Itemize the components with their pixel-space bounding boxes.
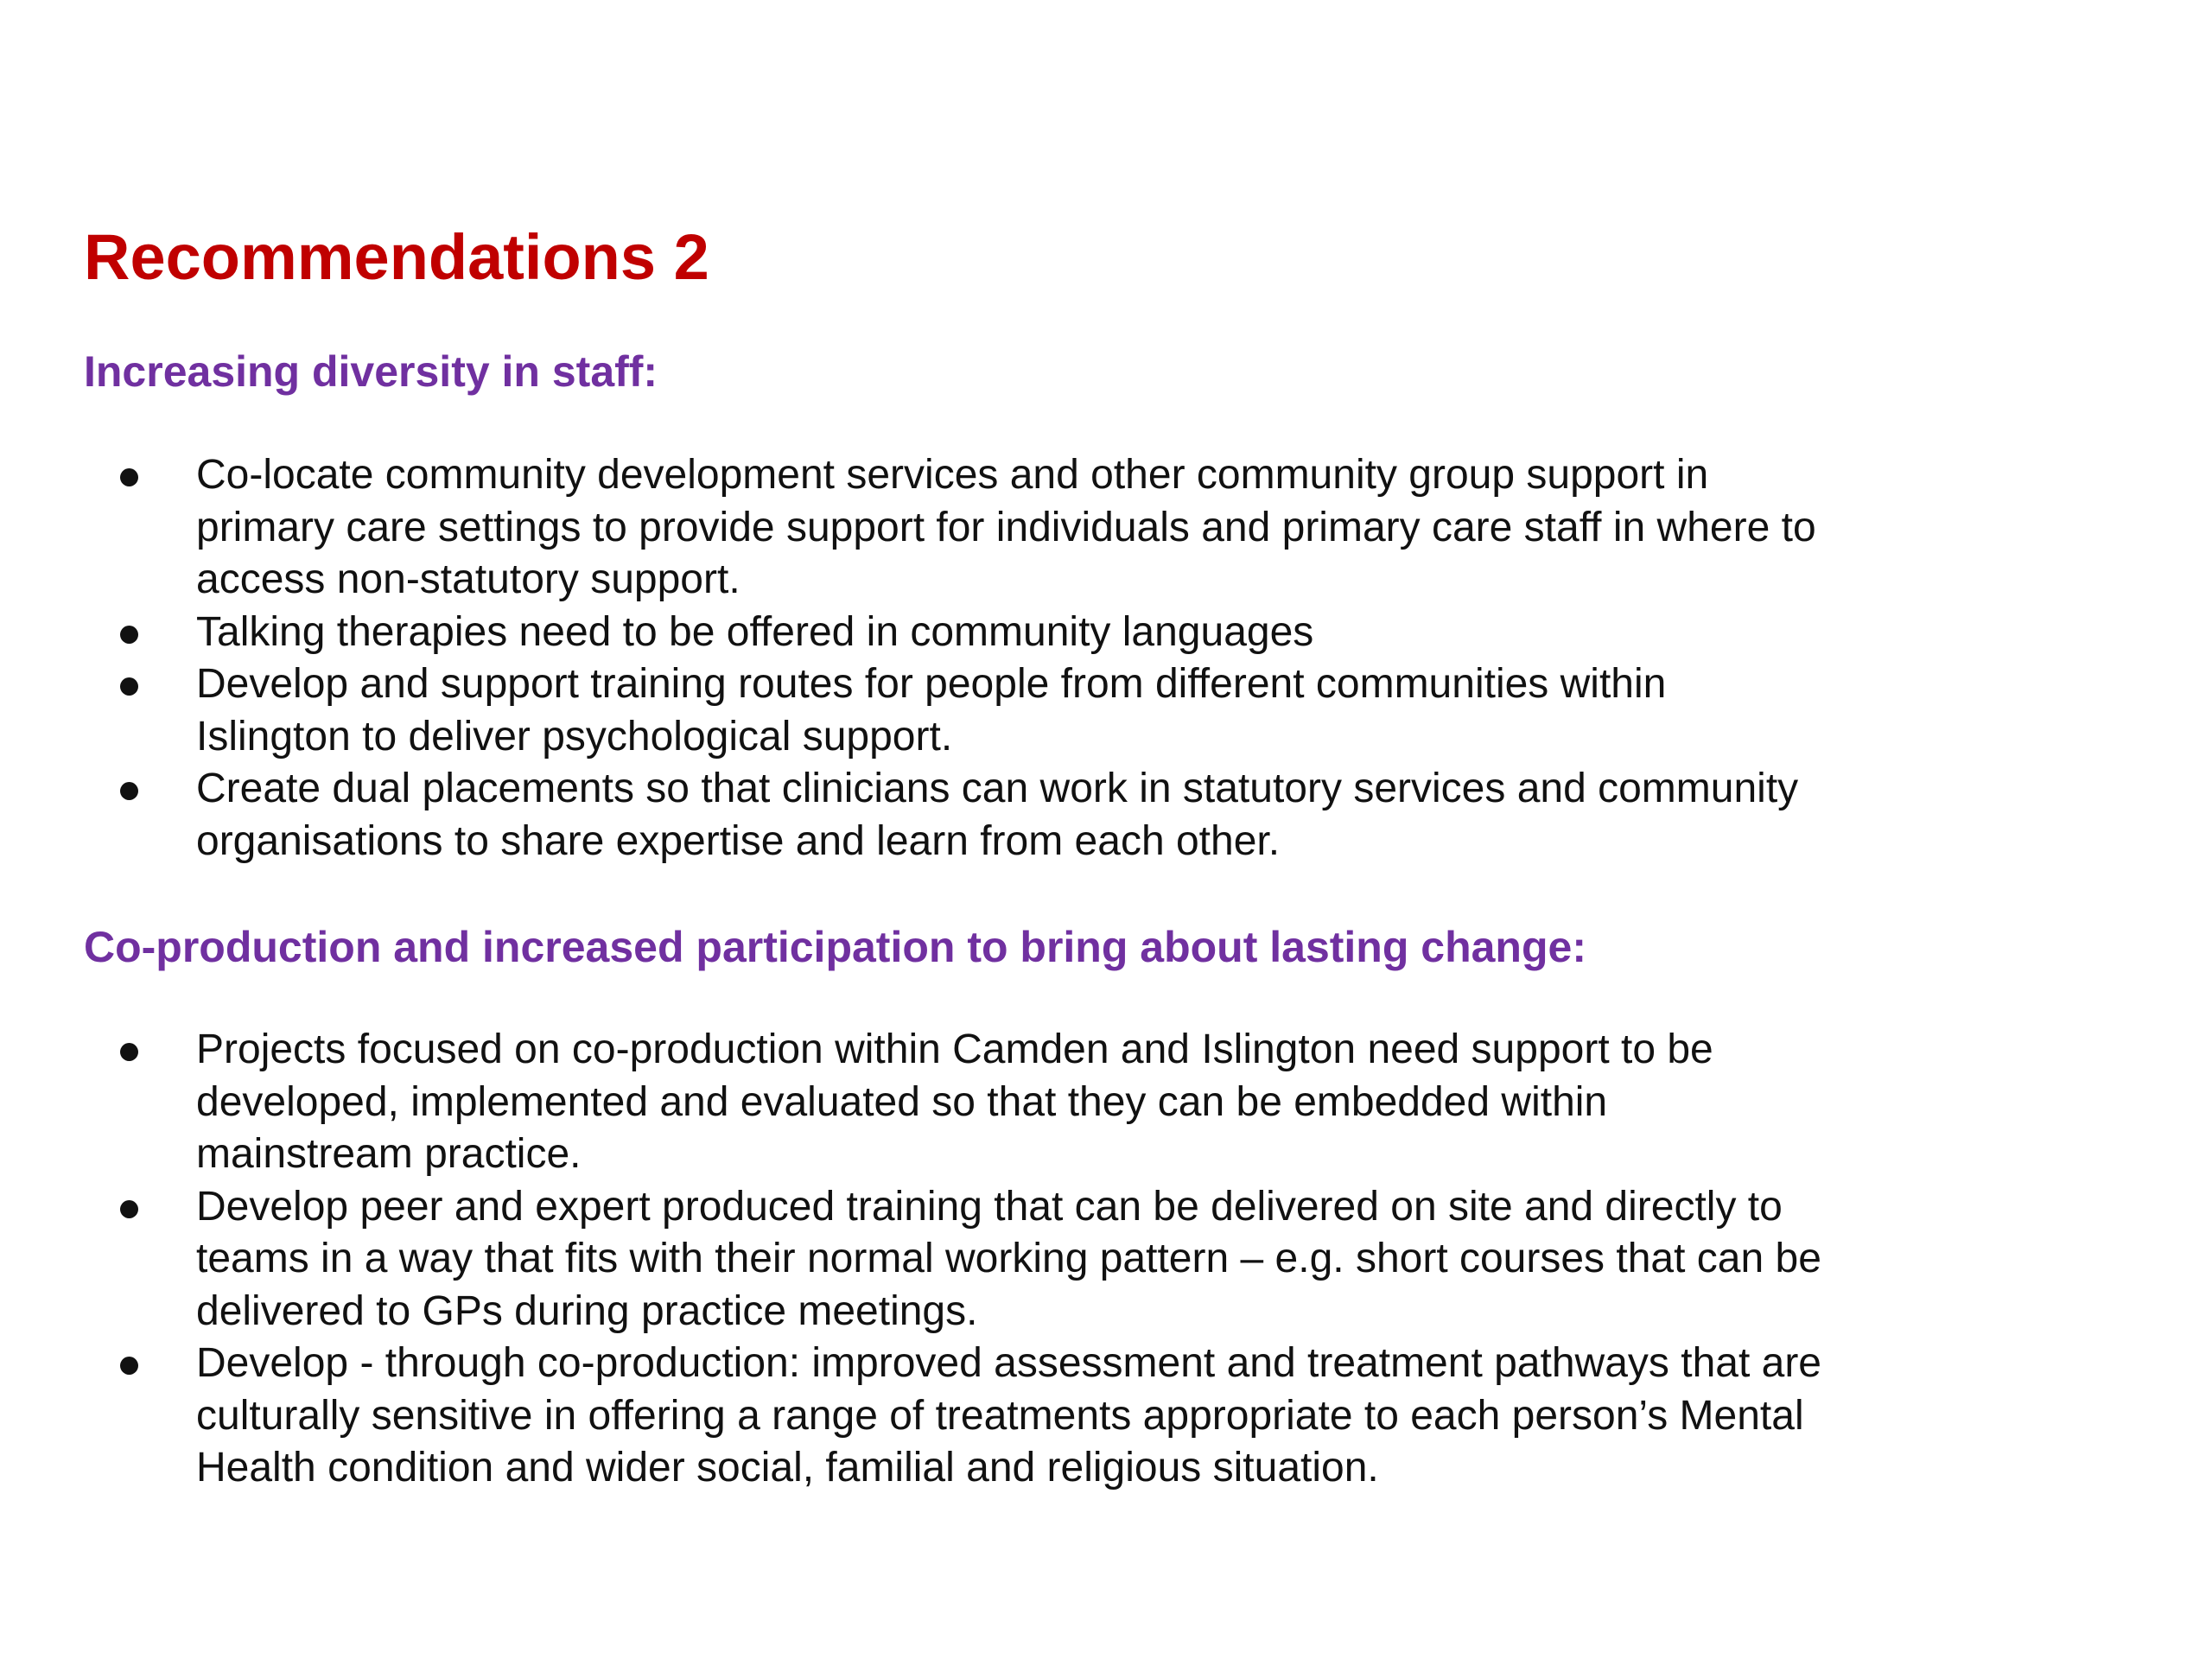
bullet-text-line: Develop and support training routes for people from different communities within: [196, 661, 1667, 707]
bullet-item: [0, 763, 1944, 868]
bullet-item: [0, 449, 1944, 607]
bullet-item: [0, 1024, 1944, 1181]
bullet-list-coproduction: [0, 1024, 1944, 1495]
bullet-item: [0, 658, 1944, 763]
bullet-text-line: delivered to GPs during practice meetings.: [196, 1287, 978, 1334]
bullet-text-line: Talking therapies need to be offered in community languages: [196, 608, 1314, 655]
bullet-text-line: access non-statutory support.: [196, 556, 741, 602]
bullet-text-line: Create dual placements so that clinicians can work in statutory services and community: [196, 766, 1799, 811]
bullet-text-line: developed, implemented and evaluated so that they can be embedded within: [196, 1078, 1608, 1125]
bullet-item: [0, 607, 1944, 659]
bullet-dot-icon: [120, 1357, 138, 1375]
bullet-text-line: Projects focused on co-production within Camden and Islington need support to be: [196, 1027, 1713, 1072]
section-heading-coproduction: Co-production and increased participation to bring about lasting change:: [84, 923, 1586, 971]
bullet-text-line: Co-locate community development services and other community group support in: [196, 452, 1709, 498]
bullet-item: [0, 1338, 1944, 1495]
section-heading-diversity: Increasing diversity in staff:: [84, 347, 658, 396]
bullet-dot-icon: [120, 626, 138, 644]
bullet-text-line: teams in a way that fits with their normal working pattern – e.g. short courses that can be: [196, 1236, 1821, 1281]
bullet-text-line: organisations to share expertise and learn from each other.: [196, 817, 1281, 864]
bullet-dot-icon: [120, 782, 138, 800]
bullet-list-diversity: [0, 449, 1944, 868]
bullet-dot-icon: [120, 1043, 138, 1061]
bullet-dot-icon: [120, 677, 138, 696]
bullet-text-line: primary care settings to provide support for individuals and primary care staff in where to: [196, 504, 1816, 550]
bullet-item: [0, 1181, 1944, 1338]
bullet-text-line: mainstream practice.: [196, 1131, 582, 1177]
page-title: Recommendations 2: [84, 221, 709, 293]
bullet-dot-icon: [120, 1200, 138, 1218]
bullet-text-line: Health condition and wider social, familial and religious situation.: [196, 1445, 1379, 1491]
bullet-text-line: Develop peer and expert produced training that can be delivered on site and directly to: [196, 1183, 1783, 1230]
bullet-dot-icon: [120, 468, 138, 486]
bullet-text-line: culturally sensitive in offering a range of treatments appropriate to each person’s Mental: [196, 1392, 1804, 1439]
bullet-text-line: Develop - through co-production: improved assessment and treatment pathways that are: [196, 1340, 1821, 1386]
bullet-text-line: Islington to deliver psychological support.: [196, 713, 953, 760]
